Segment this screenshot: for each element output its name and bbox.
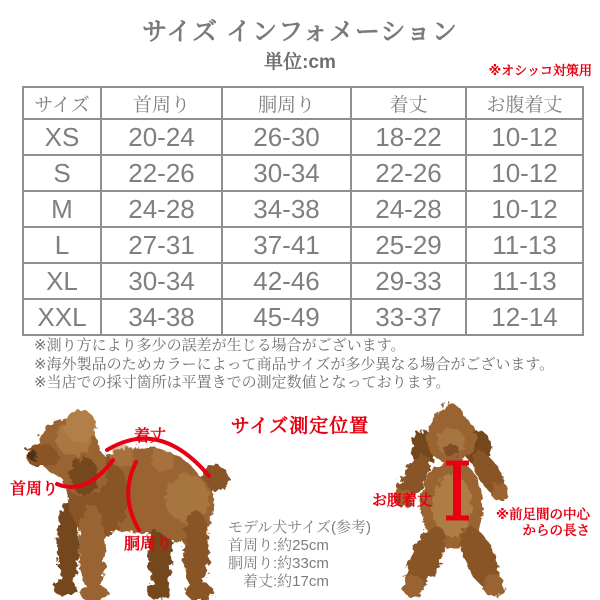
measurement-diagram-title: サイズ測定位置 — [230, 416, 370, 437]
belly-cell: 11-13 — [466, 263, 583, 299]
neck-cell: 22-26 — [101, 155, 222, 191]
standing-dog-illustration — [2, 408, 234, 600]
belly-cell: 10-12 — [466, 119, 583, 155]
size-cell: S — [23, 155, 101, 191]
note-line: ※測り方により多少の誤差が生じる場合がございます。 — [34, 337, 406, 354]
unit-label: 単位:cm — [264, 52, 336, 73]
page-title: サイズ インフォメーション — [142, 18, 458, 46]
table-row — [23, 155, 583, 191]
belly-note-line1: ※前足間の中心 — [495, 507, 590, 522]
belly-cell: 10-12 — [466, 155, 583, 191]
col-header-size: サイズ — [23, 87, 101, 119]
belly-cell: 12-14 — [466, 299, 583, 335]
table-header-row — [23, 87, 583, 119]
length-cell: 29-33 — [351, 263, 466, 299]
table-row — [23, 227, 583, 263]
size-table — [22, 86, 584, 336]
belly-length-label: お腹着丈 — [372, 492, 433, 509]
col-header-belly: お腹着丈 — [466, 87, 583, 119]
girth-cell: 34-38 — [222, 191, 351, 227]
model-info-length: 着丈:約17cm — [243, 573, 329, 590]
note-line: ※当店での採寸箇所は平置きでの測定数値となっております。 — [34, 374, 451, 391]
back-length-label: 着丈 — [134, 428, 167, 445]
col-header-neck: 首周り — [101, 87, 222, 119]
girth-cell: 26-30 — [222, 119, 351, 155]
length-cell: 25-29 — [351, 227, 466, 263]
neck-cell: 34-38 — [101, 299, 222, 335]
col-header-length: 着丈 — [351, 87, 466, 119]
model-dog-info — [228, 519, 371, 591]
belly-note-line2: からの長さ — [522, 522, 590, 538]
girth-cell: 37-41 — [222, 227, 351, 263]
girth-cell: 42-46 — [222, 263, 351, 299]
length-cell: 33-37 — [351, 299, 466, 335]
size-cell: L — [23, 227, 101, 263]
note-line: ※海外製品のためカラーによって商品サイズが多少異なる場合がございます。 — [34, 355, 555, 373]
length-cell: 18-22 — [351, 119, 466, 155]
length-cell: 22-26 — [351, 155, 466, 191]
disclaimer-notes — [34, 337, 554, 393]
belly-cell: 10-12 — [466, 191, 583, 227]
size-cell: XXL — [23, 299, 101, 335]
girth-cell: 45-49 — [222, 299, 351, 335]
body-girth-label: 胴周り — [124, 536, 173, 553]
length-cell: 24-28 — [351, 191, 466, 227]
pee-countermeasure-note: ※オシッコ対策用 — [488, 63, 592, 78]
neck-girth-label: 首周り — [10, 481, 59, 498]
neck-cell: 20-24 — [101, 119, 222, 155]
table-row — [23, 299, 583, 335]
size-cell: XL — [23, 263, 101, 299]
neck-cell: 27-31 — [101, 227, 222, 263]
belly-cell: 11-13 — [466, 227, 583, 263]
neck-cell: 30-34 — [101, 263, 222, 299]
model-info-girth: 胴周り:約33cm — [228, 555, 329, 572]
table-row — [23, 191, 583, 227]
size-cell: XS — [23, 119, 101, 155]
girth-cell: 30-34 — [222, 155, 351, 191]
neck-cell: 24-28 — [101, 191, 222, 227]
col-header-girth: 胴周り — [222, 87, 351, 119]
size-cell: M — [23, 191, 101, 227]
model-info-title: モデル犬サイズ(参考) — [228, 519, 372, 536]
table-row — [23, 263, 583, 299]
model-info-neck: 首周り:約25cm — [228, 537, 329, 554]
belly-measure-note — [484, 507, 590, 538]
table-row — [23, 119, 583, 155]
